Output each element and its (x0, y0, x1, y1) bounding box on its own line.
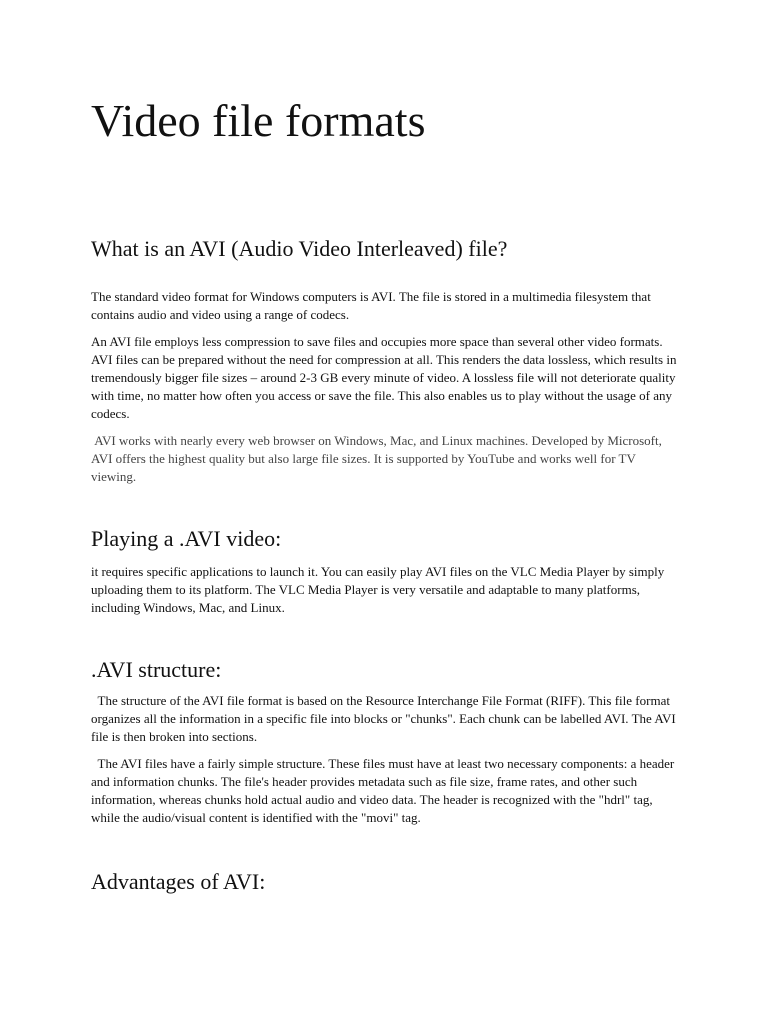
paragraph-avi-compression: An AVI file employs less compression to save files and occupies more space than several other video formats. AVI files can be prepared without the need for compression at all. This renders the data lossless, which results in tremendously bigger file sizes – around 2-3 GB every minute of video. A lossless file will not deteriorate quality with time, no matter how often you access or save the file. This also enables us to play without the usage of any codecs. (91, 334, 677, 421)
paragraph-avi-header-chunks: The AVI files have a fairly simple structure. These files must have at least two necessary components: a header and information chunks. The file's header provides metadata such as file size, frame rates, and other such information, whereas chunks hold actual audio and video data. The header is recognized with the "hdrl" tag, while the audio/visual content is identified with the "movi" tag. (91, 756, 678, 825)
paragraph-playing-avi: it requires specific applications to launch it. You can easily play AVI files on the VLC Media Player by simply uploading them to its platform. The VLC Media Player is very versatile and adaptable to many platforms, including Windows, Mac, and Linux. (91, 564, 665, 615)
paragraph-avi-compatibility: AVI works with nearly every web browser on Windows, Mac, and Linux machines. Developed by Microsoft, AVI offers the highest quality but also large file sizes. It is supported by YouTube and works well for TV viewing. (91, 433, 665, 484)
paragraph-avi-standard-format: The standard video format for Windows computers is AVI. The file is stored in a multimedia filesystem that contains audio and video using a range of codecs. (91, 289, 651, 322)
section-heading-avi-structure: .AVI structure: (91, 657, 222, 682)
section-heading-playing-avi: Playing a .AVI video: (91, 526, 282, 551)
section-heading-what-is-avi: What is an AVI (Audio Video Interleaved) file? (91, 236, 508, 261)
page-title: Video file formats (91, 95, 426, 146)
paragraph-avi-riff: The structure of the AVI file format is based on the Resource Interchange File Format (RIFF). This file format organizes all the information in a specific file into blocks or "chunks". Each chunk can be labelled AVI. The AVI file is then broken into sections. (91, 693, 679, 744)
section-heading-advantages-avi: Advantages of AVI: (91, 869, 266, 894)
